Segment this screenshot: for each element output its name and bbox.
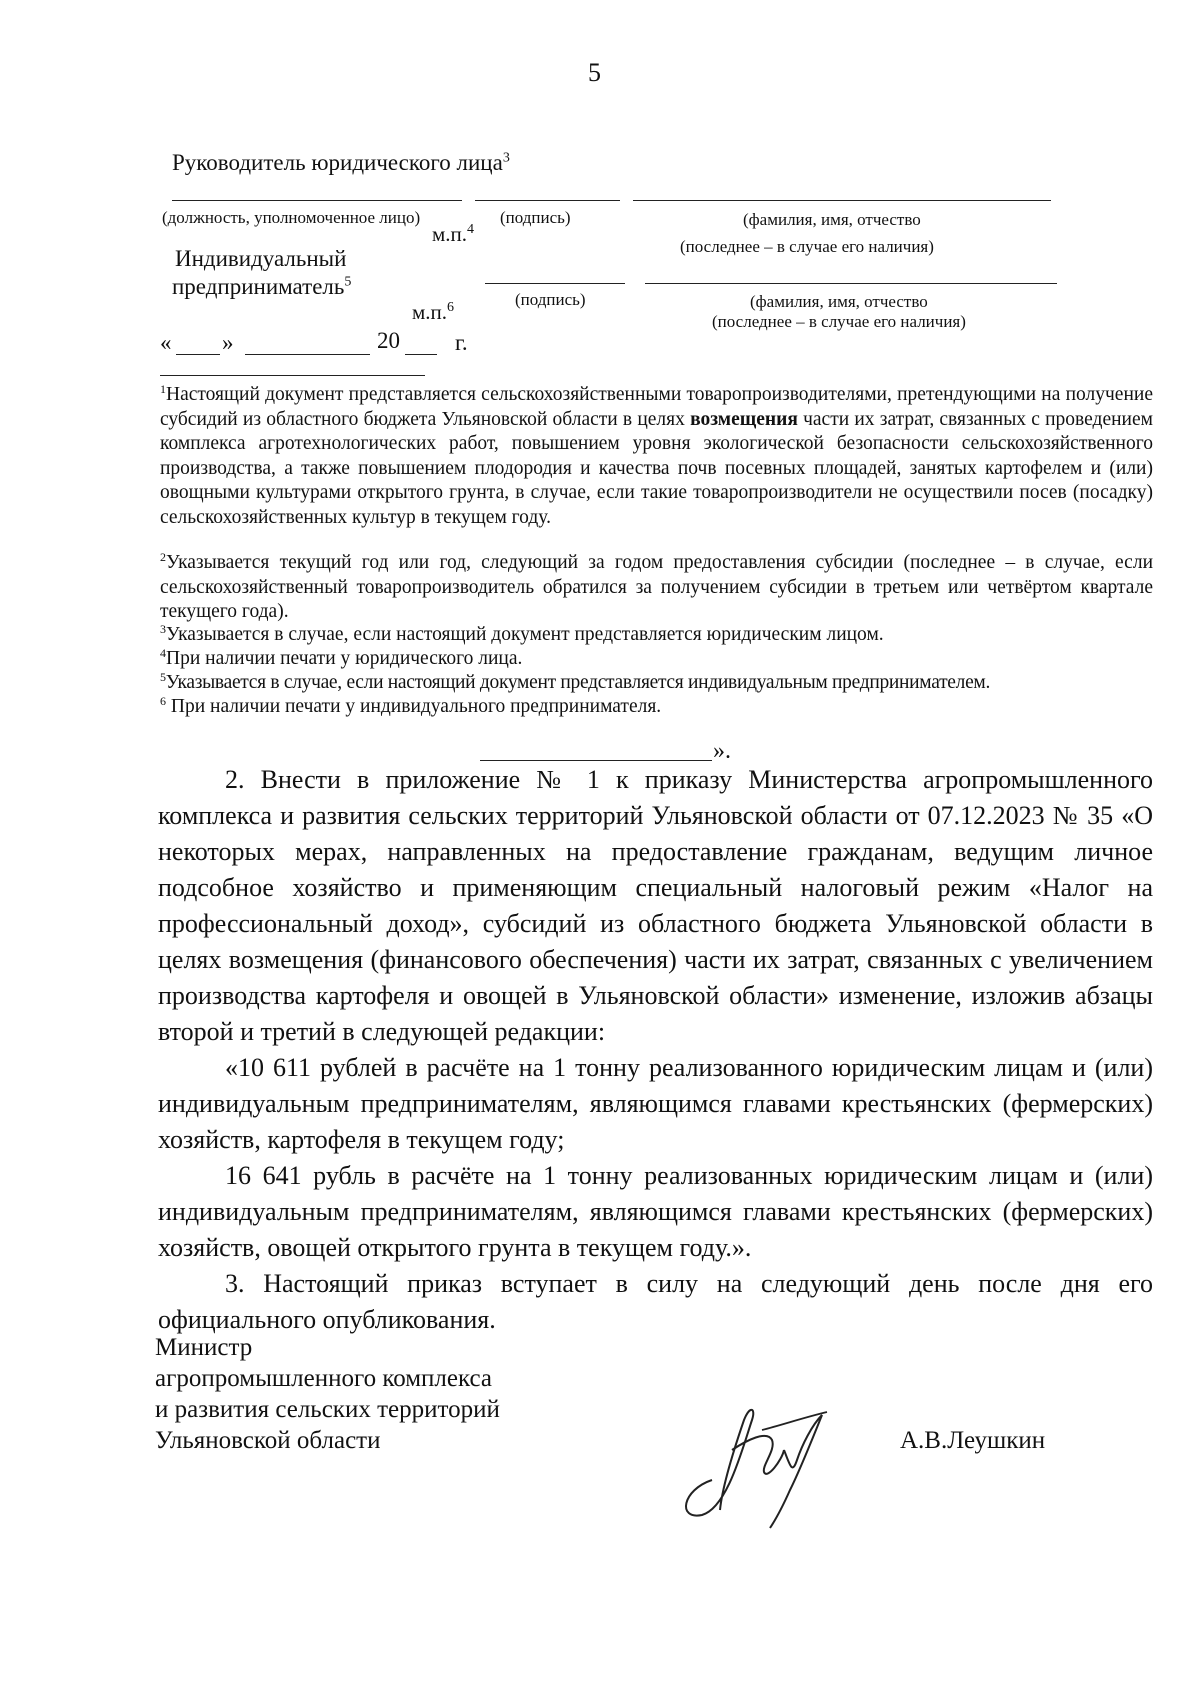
signatory-line-3: и развития сельских территорий <box>155 1396 500 1423</box>
legal-name-label-2: (последнее – в случае его наличия) <box>680 237 934 256</box>
footnote-3-text: Указывается в случае, если настоящий документ представляется юридическим лицом. <box>166 624 884 645</box>
entrepreneur-signature-label: (подпись) <box>515 290 586 309</box>
date-month-line <box>245 354 370 355</box>
date-close-quote: » <box>222 330 234 355</box>
signatory-line-4: Ульяновской области <box>155 1427 381 1454</box>
footnote-3 <box>160 623 1153 648</box>
footnote-2-text: Указывается текущий год или год, следующий за годом предоставления субсидии (последнее – в случае, если сельскохозяйственный товаропроизводитель обратился за получением субсидии в третьем или четвёртом квартале текущего года). <box>160 552 1153 622</box>
footnote-6-ref: 6 <box>160 694 166 708</box>
position-line <box>172 200 462 201</box>
paragraph-vegetable-rate: 16 641 рубль в расчёте на 1 тонну реализованных юридическим лицам и (или) индивидуальным предпринимателям, являющимся главами крестьянских (фермерских) хозяйств, овощей открытого грунта в текущем году.». <box>158 1161 1153 1262</box>
date-year-suffix: г. <box>455 330 468 355</box>
entrepreneur-stamp-ref: 6 <box>447 300 455 315</box>
main-body <box>158 762 1153 1338</box>
footnote-6 <box>160 695 1153 720</box>
signature-line <box>475 200 620 201</box>
paragraph-amendment: 2. Внести в приложение № 1 к приказу Министерства агропромышленного комплекса и развития сельских территорий Ульяновской области от 07.12.2023 № 35 «О некоторых мерах, направленных на предоставление гражданам, ведущим личное подсобное хозяйство и применяющим специальный налоговый режим «Налог на профессиональный доход», субсидий из областного бюджета Ульяновской области в целях возмещения (финансового обеспечения) части их затрат, связанных с увеличением производства картофеля и овощей в Ульяновской области» изменение, изложив абзацы второй и третий в следующей редакции: <box>158 765 1153 1046</box>
closing-line <box>480 760 712 761</box>
legal-entity-title-text: Руководитель юридического лица <box>172 150 503 175</box>
handwritten-signature <box>672 1390 842 1530</box>
footnote-4-text: При наличии печати у юридического лица. <box>166 648 523 669</box>
footnote-4 <box>160 647 1153 672</box>
footnote-5-ref: 5 <box>160 670 166 684</box>
paragraph-effective-date: 3. Настоящий приказ вступает в силу на следующий день после дня его официального опубликования. <box>158 1269 1153 1334</box>
entrepreneur-name-label-2: (последнее – в случае его наличия) <box>712 312 966 331</box>
footnote-1-bold: возмещения <box>690 408 798 430</box>
legal-entity-title <box>172 150 510 176</box>
legal-name-label-1: (фамилия, имя, отчество <box>743 210 921 229</box>
footnote-5-text: Указывается в случае, если настоящий документ представляется индивидуальным предпринимателем. <box>165 672 991 693</box>
closing-mark: ». <box>713 738 731 764</box>
footnote-1-text-after: части их затрат, связанных с проведением комплекса агротехнологических работ, повышением уровня экологической безопасности сельскохозяйственного производства, а также повышением плодородия и качества почв посевных площадей, занятых картофелем и (или) овощными культурами открытого грунта, в случае, если такие товаропроизводители не осуществили посев (посадку) сельскохозяйственных культур в текущем году. <box>160 408 1153 528</box>
date-year-line <box>405 354 437 355</box>
date-open-quote: « <box>160 330 172 355</box>
legal-entity-title-ref: 3 <box>502 150 510 166</box>
entrepreneur-stamp-text: м.п. <box>412 300 448 324</box>
page-number: 5 <box>588 58 601 87</box>
footnote-1 <box>160 383 1153 530</box>
footnote-1-ref: 1 <box>160 382 166 396</box>
entrepreneur-title-text: предприниматель <box>172 274 345 299</box>
entrepreneur-stamp-mark <box>412 300 454 325</box>
signatory-line-1: Министр <box>155 1334 253 1361</box>
signatory-name: А.В.Леушкин <box>900 1427 1046 1454</box>
legal-stamp-text: м.п. <box>432 222 468 246</box>
footnote-2 <box>160 551 1153 625</box>
footnote-separator <box>160 375 425 376</box>
entrepreneur-name-label-1: (фамилия, имя, отчество <box>750 292 928 311</box>
footnote-4-ref: 4 <box>160 646 166 660</box>
fullname-line <box>633 200 1051 201</box>
entrepreneur-title-ref: 5 <box>344 274 352 290</box>
footnote-1-text: Настоящий документ представляется сельскохозяйственными товаропроизводителями, претендующими на получение субсидий из областного бюджета Ульяновской области в целях <box>160 384 1153 430</box>
entrepreneur-title-1: Индивидуальный <box>175 246 347 271</box>
footnote-3-ref: 3 <box>160 622 166 636</box>
date-day-line <box>176 354 220 355</box>
entrepreneur-title-2 <box>172 274 351 300</box>
paragraph-potato-rate: «10 611 рублей в расчёте на 1 тонну реализованного юридическим лицам и (или) индивидуальным предпринимателям, являющимся главами крестьянских (фермерских) хозяйств, картофеля в текущем году; <box>158 1053 1153 1154</box>
entrepreneur-fullname-line <box>645 283 1057 284</box>
footnote-5 <box>160 671 1153 696</box>
legal-signature-label: (подпись) <box>500 208 571 227</box>
legal-stamp-mark <box>432 222 474 247</box>
date-year-prefix: 20 <box>377 328 400 353</box>
position-label: (должность, уполномоченное лицо) <box>162 208 421 227</box>
signatory-line-2: агропромышленного комплекса <box>155 1365 493 1392</box>
footnote-2-ref: 2 <box>160 550 166 564</box>
legal-stamp-ref: 4 <box>467 222 475 237</box>
footnote-6-text: При наличии печати у индивидуального предпринимателя. <box>166 696 662 717</box>
entrepreneur-signature-line <box>485 283 625 284</box>
